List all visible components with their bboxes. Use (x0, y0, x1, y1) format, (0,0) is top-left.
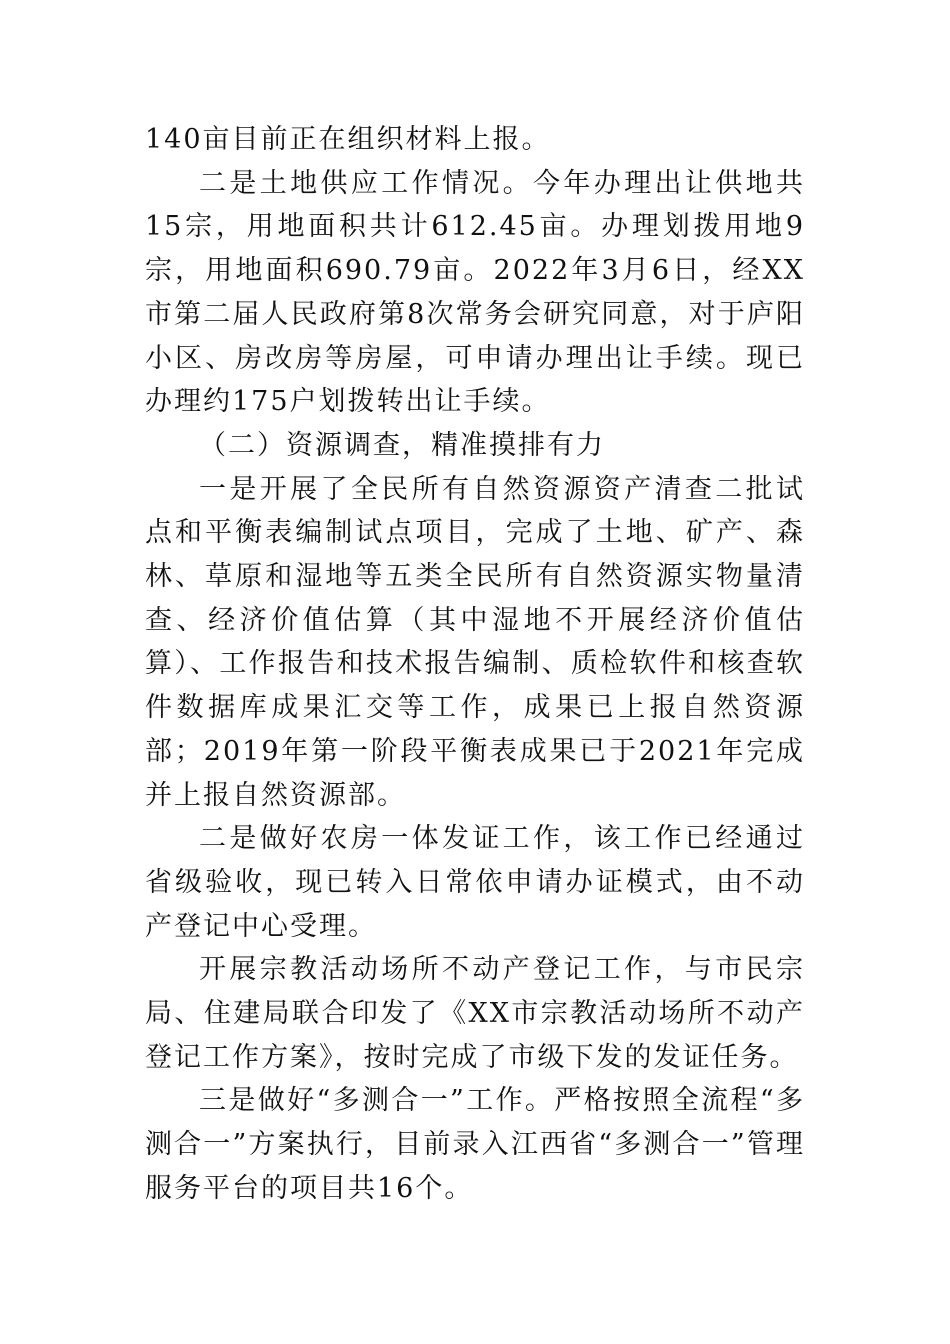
document-body (145, 118, 805, 1211)
paragraph-religious-sites: 开展宗教活动场所不动产登记工作，与市民宗局、住建局联合印发了《XX市宗教活动场所不动产登记工作方案》，按时完成了市级下发的发证任务。 (145, 954, 805, 1073)
paragraph-rural-housing: 二是做好农房一体发证工作，该工作已经通过省级验收，现已转入日常依申请办证模式，由不动产登记中心受理。 (145, 823, 805, 942)
paragraph-continuation: 140亩目前正在组织材料上报。 (145, 124, 551, 155)
paragraph-land-supply: 二是土地供应工作情况。今年办理出让供地共15宗，用地面积共计612.45亩。办理划拨用地9宗，用地面积690.79亩。2022年3月6日，经XX市第二届人民政府第8次常务会研究同意，对于庐阳小区、房改房等房屋，可申请办理出让手续。现已办理约175户划拨转出让手续。 (145, 167, 805, 418)
section-heading-resource-survey: （二）资源调查，精准摸排有力 (199, 429, 605, 461)
paragraph-multi-survey: 三是做好“多测合一”工作。严格按照全流程“多测合一”方案执行，目前录入江西省“多测合一”管理服务平台的项目共16个。 (145, 1085, 805, 1204)
paragraph-asset-inventory: 一是开展了全民所有自然资源资产清查二批试点和平衡表编制试点项目，完成了土地、矿产、森林、草原和湿地等五类全民所有自然资源实物量清查、经济价值估算（其中湿地不开展经济价值估算）、工作报告和技术报告编制、质检软件和核查软件数据库成果汇交等工作，成果已上报自然资源部；2019年第一阶段平衡表成果已于2021年完成并上报自然资源部。 (145, 473, 805, 811)
